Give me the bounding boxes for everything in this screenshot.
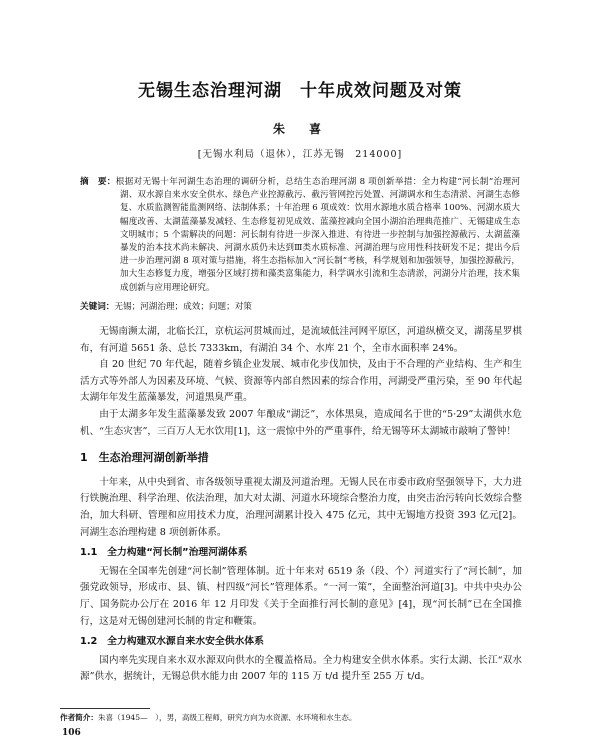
- section-1-paragraph: 十年来，从中央到省、市各级领导重视太湖及河道治理。无锡人民在市委市政府坚强领导下，大力进行铁腕治理、科学治理、依法治理，加大对太湖、河道水环境综合整治力度，由突击治污转向长效综合整治，加大科研、管理和应用技术力度，治理河湖累计投入 475 亿元，其中无锡地方投资 393 亿元[2]。河湖生态治理构建 8 项创新体系。: [80, 476, 522, 538]
- intro-paragraph-1: 无锡南濒太湖，北临长江，京杭运河贯城而过，是流域低洼河网平原区，河道纵横交叉，湖荡星罗棋布，有河道 5651 条、总长 7333km，有湖泊 34 个、水库 21 个，全市水面积率 24%。: [80, 326, 522, 354]
- section-1-heading: 1 生态治理河湖创新举措: [80, 451, 209, 465]
- footnote-divider: [60, 708, 150, 709]
- body-text: [80, 324, 522, 686]
- intro-paragraph-2: 自 20 世纪 70 年代起，随着乡镇企业发展、城市化步伐加快，及由于不合理的产业结构、生产和生活方式等外部人为因素及环境、气候、资源等内部自然因素的综合作用，河湖受严重污染，至 90 年代起太湖年年发生蓝藻暴发，河道黑臭严重。: [80, 359, 522, 404]
- abstract-text: 根据对无锡十年河湖生态治理的调研分析，总结生态治理河湖 8 项创新举措：全力构建“河长制”治理河湖、双水源自来水安全供水、绿色产业控源截污、截污管网控污处置、河湖调水和生态清淤、河湖生态修复、水质监测智能监测网络、法制体系；十年治理 6 项成效：饮用水源地水质合格率 100%、河湖水质大幅度改善、太湖蓝藻暴发减轻、生态修复初见成效、蓝藻控减向全国小湖泊治理典范推广、无锡建成生态文明城市；5 个需解决的问题：河长制有待进一步深入推进、有待进一步控制与加强控源截污、太湖蓝藻暴发的治本技术尚未解决、河湖水质仍未达到Ⅲ类水质标准、河湖治理与应用性科技研发不足；提出今后进一步治理河湖 8 项对策与措施，将生态指标加入“河长制”考核，科学规划和加强领导，加强控源截污，加大生态修复力度，增强分区域打捞和藻类富集能力，科学调水引流和生态清淤，河湖分片治理，技术集成创新与应用理论研究。: [115, 177, 520, 293]
- subsection-1-1-paragraph: 无锡在全国率先创建“河长制”管理体制。近十年来对 6519 条（段、个）河道实行了“河长制”，加强党政领导，形成市、县、镇、村四级“河长”管理体系。“一河一策”，全面整治河道[3]。中共中央办公厅、国务院办公厅在 2016 年 12 月印发《关于全面推行河长制的意见》[4]，现“河长制”已在全国推行，这是对无锡创建河长制的肯定和鞭策。: [80, 565, 522, 627]
- author-name: 朱 喜: [272, 122, 327, 136]
- paper-title: 无锡生态治理河湖 十年成效问题及对策: [138, 81, 462, 101]
- subsection-1-2-heading: 1.2 全力构建双水源自来水安全供水体系: [80, 636, 264, 648]
- footnote-label: 作者简介：: [60, 713, 98, 722]
- abstract-label: 摘 要：: [80, 177, 116, 187]
- keywords: [80, 300, 520, 312]
- page-number: 106: [62, 728, 81, 738]
- footnote-text: 朱喜（1945— ），男，高级工程师，研究方向为水资源、水环境和水生态。: [97, 713, 357, 722]
- keywords-label: 关键词：: [80, 302, 115, 312]
- author-footnote: [60, 712, 540, 723]
- abstract-block: [80, 176, 520, 295]
- abstract: [80, 176, 520, 295]
- author-affiliation: [无锡水利局（退休），江苏无锡 214000]: [197, 149, 403, 160]
- keywords-text: 无锡；河湖治理；成效；问题；对策: [114, 302, 252, 312]
- subsection-1-2-paragraph: 国内率先实现自来水双水源双向供水的全覆盖格局。全力构建安全供水体系。实行太湖、长江“双水源”供水，据统计，无锡总供水能力由 2007 年的 115 万 t/d 提升至 255 万 t/d。: [80, 654, 522, 683]
- intro-paragraph-3: 由于太湖多年发生蓝藻暴发致 2007 年酿成“湖泛”，水体黑臭，造成闻名于世的“5·29”太湖供水危机、“生态灾害”，三百万人无水饮用[1]，这一震惊中外的严重事件，给无锡等环太湖城市敲响了警钟！: [80, 408, 522, 437]
- subsection-1-1-heading: 1.1 全力构建“河长制”治理河湖体系: [80, 547, 248, 559]
